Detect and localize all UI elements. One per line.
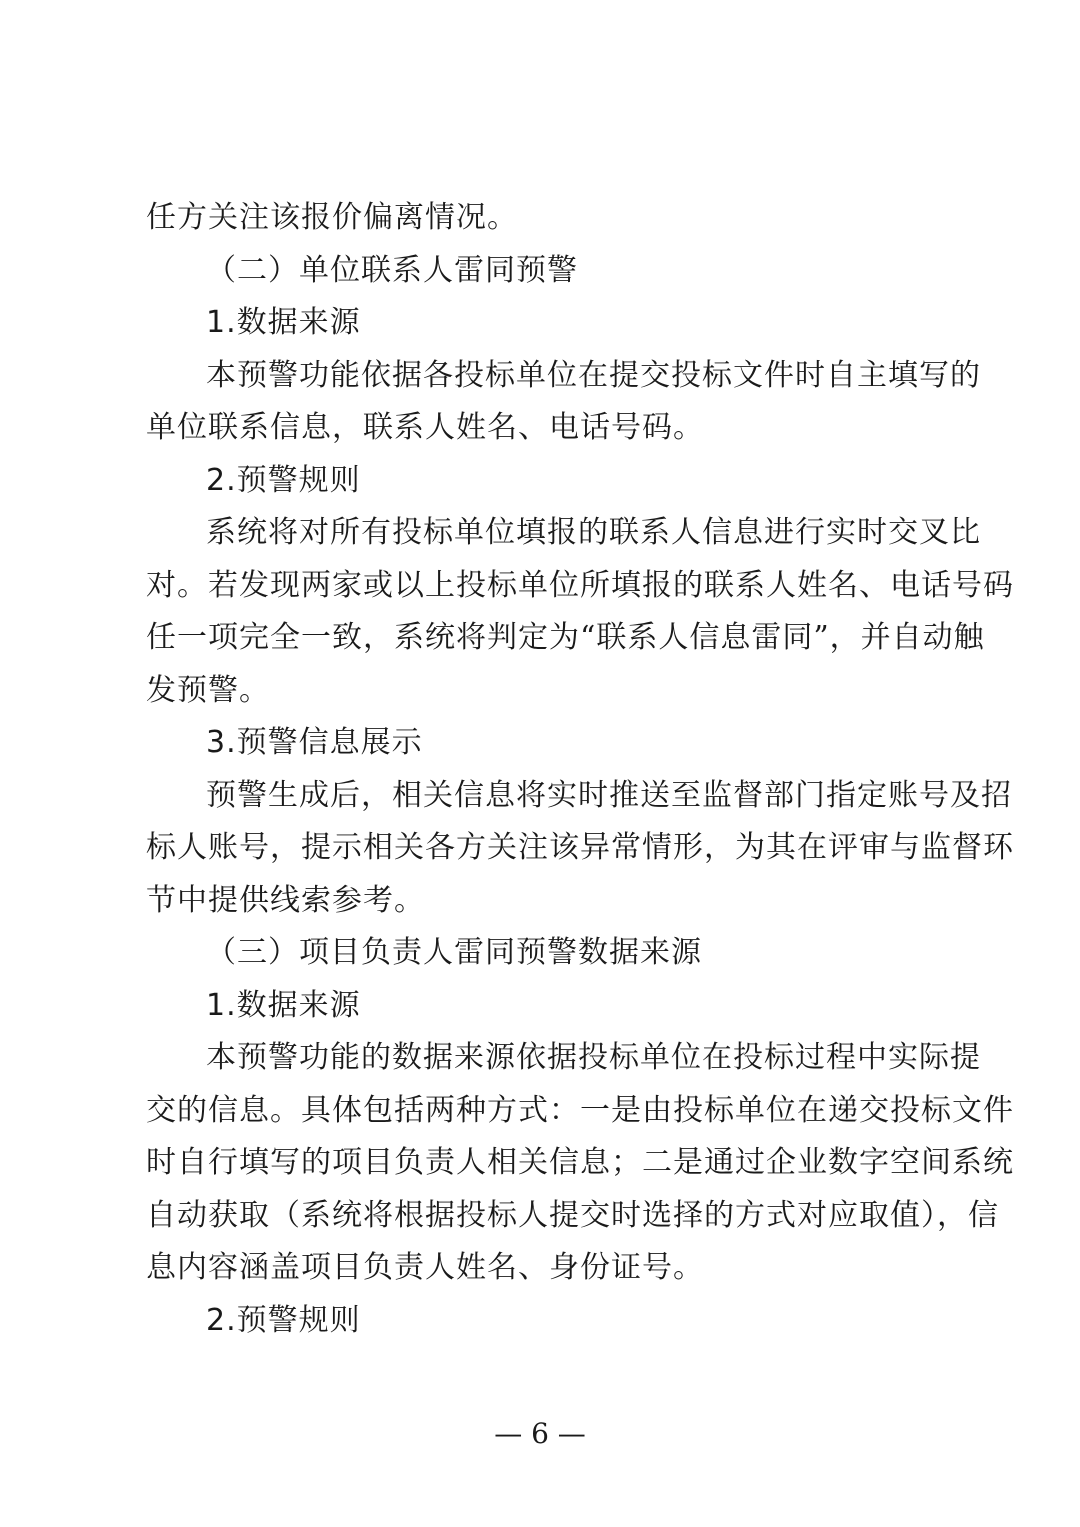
body-line: 任一项完全一致，系统将判定为“联系人信息雷同”，并自动触	[146, 620, 985, 655]
body-line: 节中提供线索参考。	[146, 882, 425, 918]
subsection-heading: 3.预警信息展示	[206, 725, 423, 760]
body-line: 预警生成后，相关信息将实时推送至监督部门指定账号及招	[206, 777, 1012, 813]
subsection-heading: 1.数据来源	[206, 305, 361, 340]
document-body	[146, 192, 1014, 1347]
page-number: — 6 —	[494, 1417, 586, 1450]
body-line: 本预警功能的数据来源依据投标单位在投标过程中实际提	[206, 1040, 981, 1075]
subsection-heading: 2.预警规则	[206, 1302, 361, 1338]
body-line: 本预警功能依据各投标单位在提交投标文件时自主填写的	[206, 357, 981, 393]
body-line: 交的信息。具体包括两种方式：一是由投标单位在递交投标文件	[146, 1092, 1014, 1128]
body-line: 标人账号，提示相关各方关注该异常情形，为其在评审与监督环	[146, 830, 1014, 865]
body-line: 息内容涵盖项目负责人姓名、身份证号。	[146, 1250, 704, 1285]
body-line: 发预警。	[146, 672, 270, 708]
body-line: 单位联系信息，联系人姓名、电话号码。	[146, 410, 704, 445]
section-heading: （二）单位联系人雷同预警	[206, 252, 578, 288]
body-line: 任方关注该报价偏离情况。	[146, 200, 518, 235]
section-heading: （三）项目负责人雷同预警数据来源	[206, 935, 702, 970]
subsection-heading: 2.预警规则	[206, 462, 361, 498]
body-line: 时自行填写的项目负责人相关信息；二是通过企业数字空间系统	[146, 1145, 1014, 1180]
body-line: 系统将对所有投标单位填报的联系人信息进行实时交叉比	[206, 515, 981, 550]
subsection-heading: 1.数据来源	[206, 987, 361, 1023]
body-line: 自动获取（系统将根据投标人提交时选择的方式对应取值），信	[146, 1197, 999, 1233]
body-line: 对。若发现两家或以上投标单位所填报的联系人姓名、电话号码	[146, 567, 1014, 603]
